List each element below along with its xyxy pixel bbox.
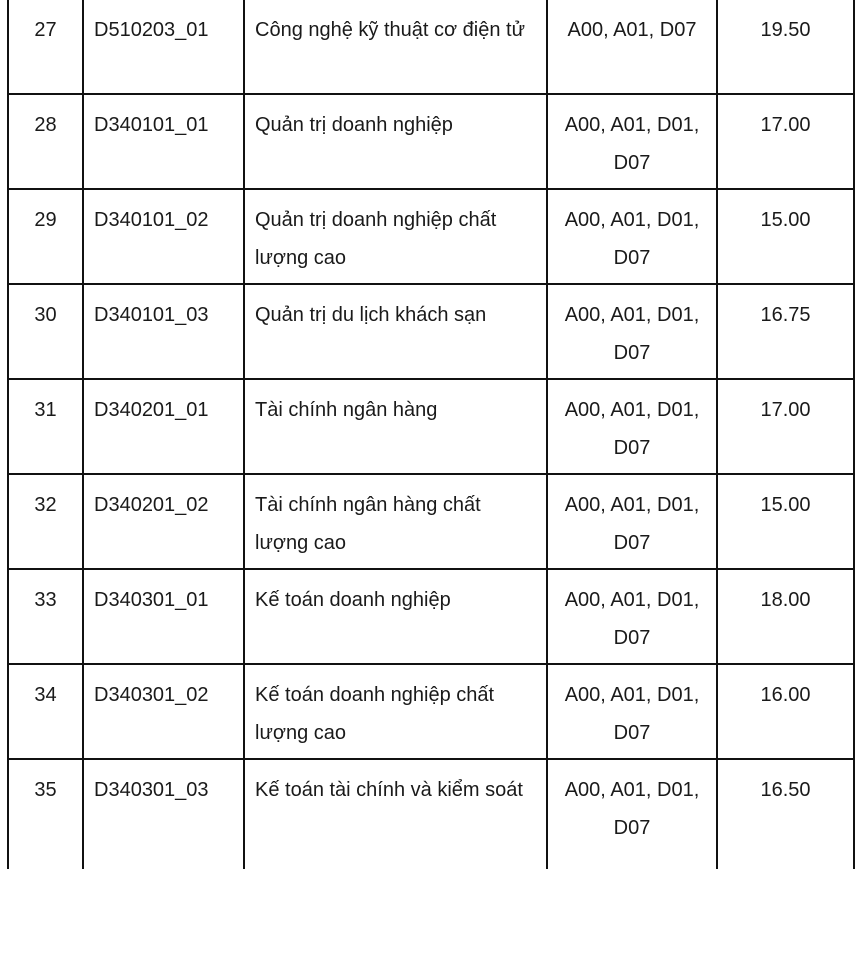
cutoff-score: 15.00 [717, 474, 854, 569]
major-name: Công nghệ kỹ thuật cơ điện tử [244, 0, 547, 94]
row-number: 35 [8, 759, 83, 869]
subject-combinations: A00, A01, D01, D07 [547, 284, 717, 379]
cutoff-score: 16.50 [717, 759, 854, 869]
major-name: Quản trị doanh nghiệp chất lượng cao [244, 189, 547, 284]
subject-combinations: A00, A01, D01, D07 [547, 664, 717, 759]
table-row [8, 189, 854, 284]
major-name: Kế toán doanh nghiệp chất lượng cao [244, 664, 547, 759]
table-row [8, 474, 854, 569]
subject-combinations: A00, A01, D07 [547, 0, 717, 94]
cutoff-score: 17.00 [717, 379, 854, 474]
major-name: Tài chính ngân hàng [244, 379, 547, 474]
admissions-table [7, 0, 855, 869]
table-row [8, 664, 854, 759]
subject-combinations: A00, A01, D01, D07 [547, 569, 717, 664]
major-code: D340101_02 [83, 189, 244, 284]
row-number: 32 [8, 474, 83, 569]
major-name: Kế toán doanh nghiệp [244, 569, 547, 664]
table-row [8, 284, 854, 379]
major-code: D340301_02 [83, 664, 244, 759]
major-name: Quản trị doanh nghiệp [244, 94, 547, 189]
major-code: D510203_01 [83, 0, 244, 94]
major-name: Kế toán tài chính và kiểm soát [244, 759, 547, 869]
cutoff-score: 16.00 [717, 664, 854, 759]
cutoff-score: 15.00 [717, 189, 854, 284]
major-code: D340201_01 [83, 379, 244, 474]
major-code: D340201_02 [83, 474, 244, 569]
table-row [8, 569, 854, 664]
subject-combinations: A00, A01, D01, D07 [547, 759, 717, 869]
table-row [8, 759, 854, 869]
cutoff-score: 17.00 [717, 94, 854, 189]
table-row [8, 94, 854, 189]
subject-combinations: A00, A01, D01, D07 [547, 94, 717, 189]
cutoff-score: 19.50 [717, 0, 854, 94]
row-number: 27 [8, 0, 83, 94]
major-name: Tài chính ngân hàng chất lượng cao [244, 474, 547, 569]
major-code: D340301_01 [83, 569, 244, 664]
table-row [8, 379, 854, 474]
table-row [8, 0, 854, 94]
row-number: 34 [8, 664, 83, 759]
major-code: D340101_03 [83, 284, 244, 379]
subject-combinations: A00, A01, D01, D07 [547, 474, 717, 569]
cutoff-score: 16.75 [717, 284, 854, 379]
row-number: 33 [8, 569, 83, 664]
row-number: 30 [8, 284, 83, 379]
subject-combinations: A00, A01, D01, D07 [547, 189, 717, 284]
row-number: 28 [8, 94, 83, 189]
major-code: D340101_01 [83, 94, 244, 189]
major-name: Quản trị du lịch khách sạn [244, 284, 547, 379]
subject-combinations: A00, A01, D01, D07 [547, 379, 717, 474]
row-number: 29 [8, 189, 83, 284]
row-number: 31 [8, 379, 83, 474]
major-code: D340301_03 [83, 759, 244, 869]
cutoff-score: 18.00 [717, 569, 854, 664]
